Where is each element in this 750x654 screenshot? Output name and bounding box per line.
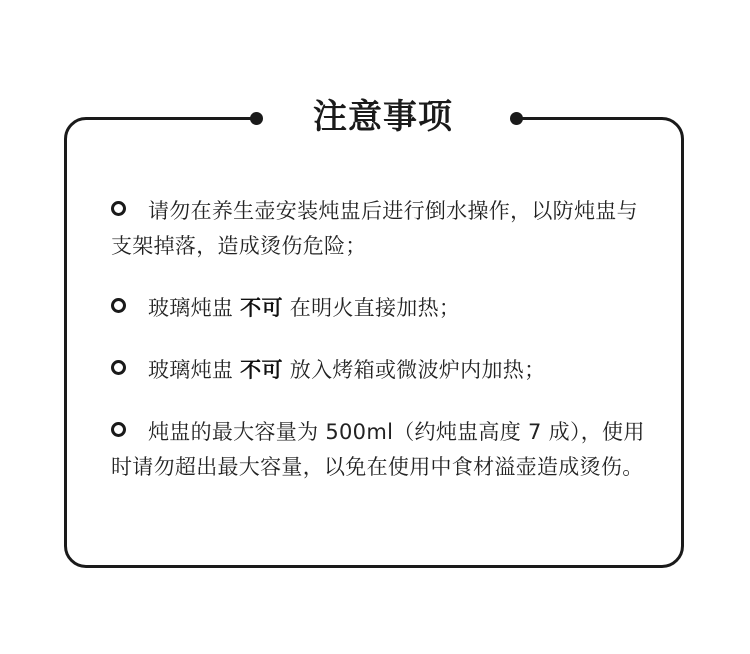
- page-title: 注意事项: [313, 97, 453, 137]
- circle-bullet-icon: [111, 201, 126, 216]
- notice-item: [111, 415, 651, 485]
- circle-bullet-icon: [111, 360, 126, 375]
- notice-text-after: 在明火直接加热；: [289, 296, 461, 320]
- notice-item: [111, 291, 651, 326]
- circle-bullet-icon: [111, 298, 126, 313]
- notice-text-before: 玻璃炖盅: [147, 296, 234, 320]
- title-decoration-left: [86, 117, 256, 120]
- notice-text: 炖盅的最大容量为 500ml（约炖盅高度 7 成），使用时请勿超出最大容量，以免在使用中食材溢壶造成烫伤。: [111, 420, 645, 479]
- circle-bullet-icon: [111, 422, 126, 437]
- notice-emphasis: 不可: [240, 296, 283, 320]
- notice-list: [111, 194, 651, 485]
- notice-text: 请勿在养生壶安装炖盅后进行倒水操作，以防炖盅与支架掉落，造成烫伤危险；: [111, 199, 638, 258]
- notice-text-before: 玻璃炖盅: [147, 358, 234, 382]
- title-dot-left: [250, 112, 263, 125]
- notice-item: [111, 194, 651, 264]
- title-decoration-right: [516, 117, 662, 120]
- title-dot-right: [510, 112, 523, 125]
- notice-text-after: 放入烤箱或微波炉内加热；: [289, 358, 546, 382]
- notice-emphasis: 不可: [240, 358, 283, 382]
- notice-item: [111, 353, 651, 388]
